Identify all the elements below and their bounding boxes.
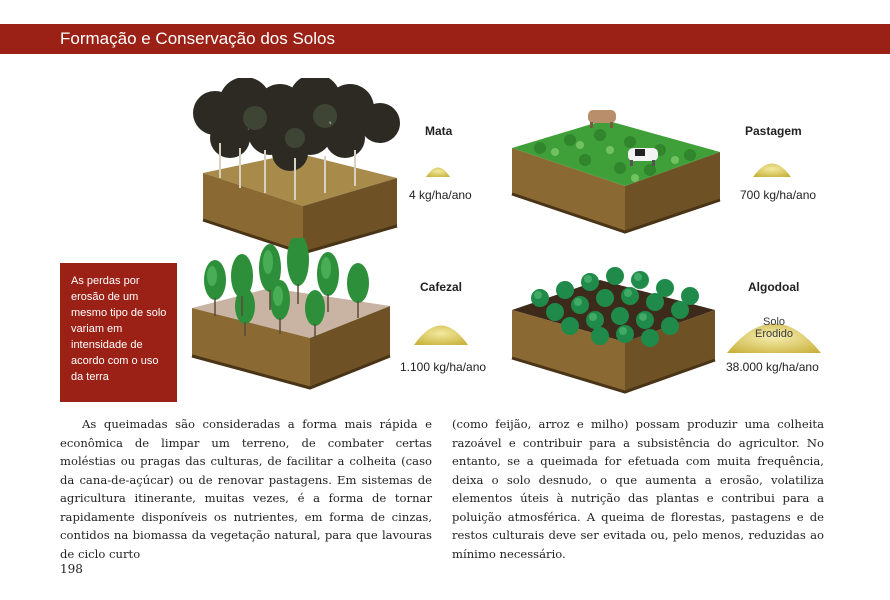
pile-label: Solo Erodido bbox=[755, 316, 793, 340]
forest-soil-block-illustration bbox=[185, 78, 415, 258]
coffee-plantation-soil-block-illustration bbox=[190, 238, 400, 398]
eroded-soil-pile-icon bbox=[413, 306, 469, 350]
plot-label-algodoal: Algodoal bbox=[748, 280, 800, 294]
page-number: 198 bbox=[60, 562, 83, 576]
rate-label-pastagem: 700 kg/ha/ano bbox=[740, 188, 817, 202]
chapter-header-bar bbox=[0, 24, 890, 54]
rate-label-algodoal: 38.000 kg/ha/ano bbox=[726, 360, 819, 374]
eroded-soil-pile-icon bbox=[726, 294, 822, 358]
rate-label-mata: 4 kg/ha/ano bbox=[409, 188, 472, 202]
chapter-title: Formação e Conservação dos Solos bbox=[60, 29, 335, 48]
body-paragraph-left: As queimadas são consideradas a forma mais rápida e econômica de limpar um terreno, de combater certas moléstias ou pragas das culturas, de facilitar a colheita (caso da cana-de-açúcar) ou de renovar pastagens. Em sistemas de agricultura itinerante, muitas vezes, é a forma de tornar rapidamente disponíveis os nutrientes, em forma de cinzas, contidos na biomassa da vegetação natural, para que lavouras de ciclo curto bbox=[60, 417, 432, 561]
eroded-soil-pile-icon bbox=[752, 150, 792, 182]
sidebar-note-box bbox=[60, 263, 177, 402]
cotton-plantation-soil-block-illustration bbox=[510, 250, 720, 400]
sidebar-note-text: As perdas por erosão de um mesmo tipo de solo variam em intensidade de acordo com o uso da terra bbox=[71, 275, 167, 383]
pasture-soil-block-illustration bbox=[510, 100, 725, 235]
plot-label-pastagem: Pastagem bbox=[745, 124, 802, 138]
plot-label-cafezal: Cafezal bbox=[420, 280, 463, 294]
plot-label-mata: Mata bbox=[425, 124, 453, 138]
rate-label-cafezal: 1.100 kg/ha/ano bbox=[400, 360, 487, 374]
body-paragraph-right: (como feijão, arroz e milho) possam produzir uma colheita razoável e contribuir para a subsistência do agricultor. No entanto, se a queimada for efetuada com muita frequência, deixa o solo desnudo, o que aumenta a erosão, volatiliza elementos úteis à nutrição das plantas e contribui para a poluição atmosférica. A queima de florestas, pastagens e de restos culturais deve ser evitada ou, pelo menos, reduzidas ao mínimo necessário. bbox=[452, 417, 824, 561]
eroded-soil-pile-icon bbox=[425, 158, 451, 182]
